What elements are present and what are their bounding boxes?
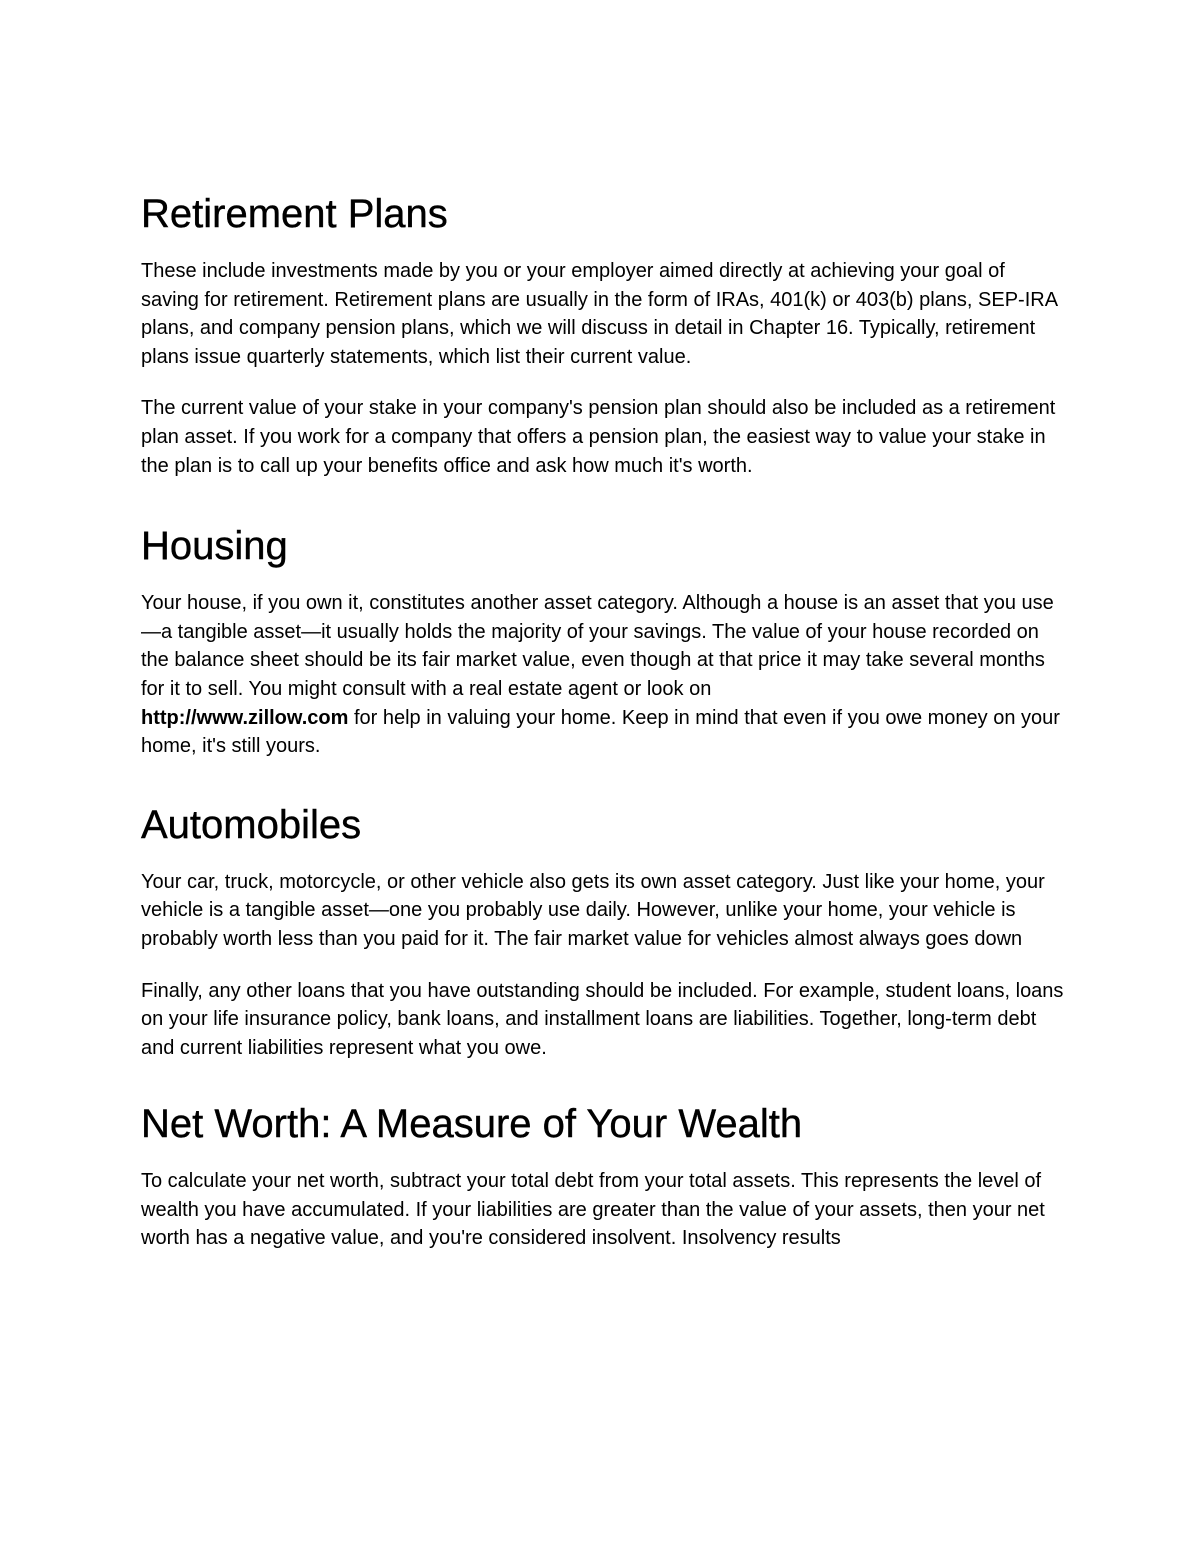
paragraph-housing-text-before-link: Your house, if you own it, constitutes another asset category. Although a house is an asset that you use—a tangible asset—it usually holds the majority of your savings. The value of your house recorded on the balance sheet should be its fair market value, even though at that price it may take several months for it to sell. You might consult with a real estate agent or look on [141,592,1054,700]
section-housing [141,520,1066,761]
paragraph-net-worth: To calculate your net worth, subtract your total debt from your total assets. This represents the level of wealth you have accumulated. If your liabilities are greater than the value of your assets, then your net worth has a negative value, and you're considered insolvent. Insolvency results [141,1170,1045,1250]
heading-automobiles: Automobiles [141,802,362,847]
section-retirement-plans [141,188,1066,480]
heading-retirement-plans: Retirement Plans [141,192,448,236]
section-net-worth [141,1098,1066,1253]
paragraph-automobiles-2: Finally, any other loans that you have outstanding should be included. For example, student loans, loans on your life insurance policy, bank loans, and installment loans are liabilities. Together, long-term debt and current liabilities represent what you owe. [141,979,1064,1059]
document-body [141,188,1066,1276]
paragraph-automobiles-1: Your car, truck, motorcycle, or other vehicle also gets its own asset category. Just like your home, your vehicle is a tangible asset—one you probably use daily. However, unlike your home, your vehicle is probably worth less than you paid for it. The fair market value for vehicles almost always goes down [141,870,1045,950]
paragraph-retirement-plans-2: The current value of your stake in your company's pension plan should also be included as a retirement plan asset. If you work for a company that offers a pension plan, the easiest way to value your stake in the plan is to call up your benefits office and ask how much it's worth. [141,397,1056,477]
heading-net-worth: Net Worth: A Measure of Your Wealth [141,1102,803,1147]
zillow-link[interactable]: http://www.zillow.com [141,706,349,729]
paragraph-housing [141,589,1066,761]
paragraph-housing-text-after-link: for help in valuing your home. Keep in mind that even if you owe money on your home, it's still yours. [141,706,1060,758]
heading-housing: Housing [141,524,288,569]
paragraph-retirement-plans-1: These include investments made by you or your employer aimed directly at achieving your goal of saving for retirement. Retirement plans are usually in the form of IRAs, 401(k) or 403(b) plans, SEP-IRA plans, and company pension plans, which we will discuss in detail in Chapter 16. Typically, retirement plans issue quarterly statements, which list their current value. [141,260,1057,368]
section-automobiles [141,799,1066,1063]
